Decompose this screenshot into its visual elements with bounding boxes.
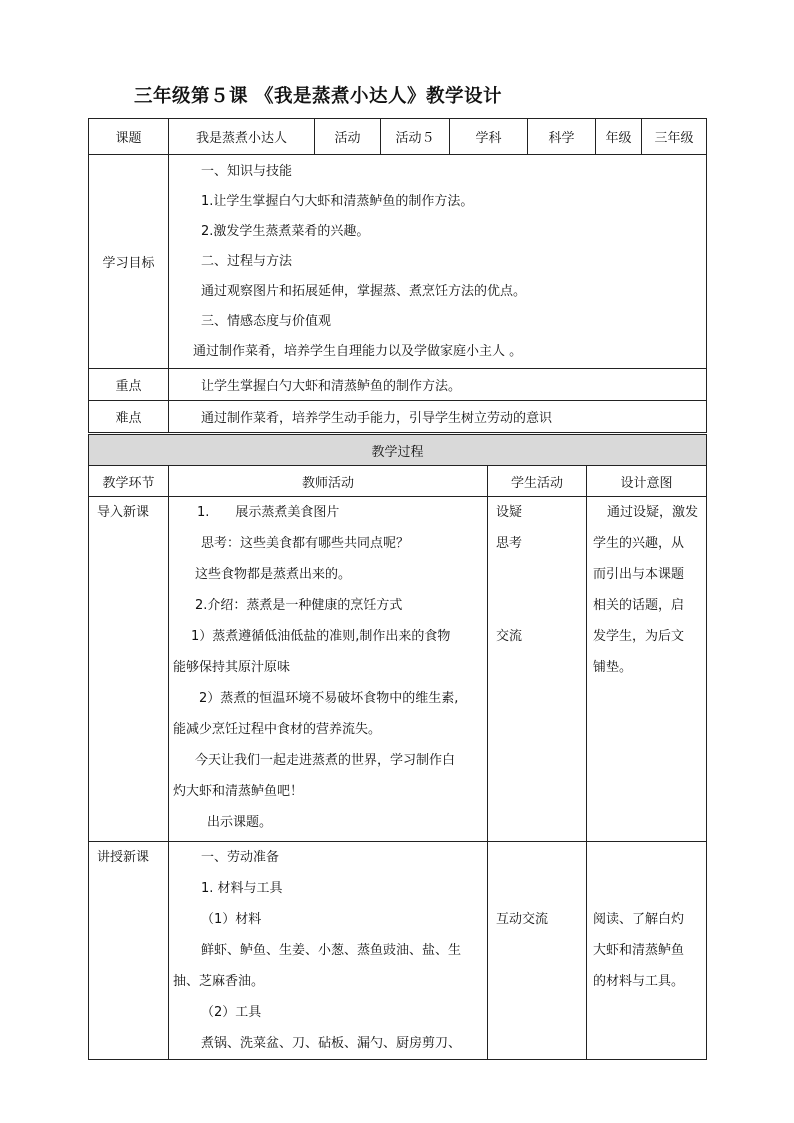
process-header: 教学过程 — [89, 435, 707, 466]
teacher-line: 2.介绍：蒸煮是一种健康的烹饪方式 — [195, 598, 403, 613]
grade-value: 三年级 — [642, 119, 707, 155]
student-line: 交流 — [496, 629, 523, 644]
difficulty-value: 通过制作菜肴，培养学生动手能力，引导学生树立劳动的意识 — [169, 401, 707, 433]
objective-line: 通过观察图片和拓展延伸，掌握蒸、煮烹饪方法的优点。 — [201, 283, 527, 299]
student-line: 设疑 — [496, 505, 523, 520]
teacher-line: 2）蒸煮的恒温环境不易破坏食物中的维生素, — [199, 691, 459, 706]
intent-line: 相关的话题，启 — [593, 598, 685, 613]
teacher-line: （1）材料 — [201, 912, 262, 927]
student-line — [496, 590, 586, 621]
teacher-line: 这些食物都是蒸煮出来的。 — [195, 567, 352, 582]
intent-line: 铺垫。 — [593, 660, 633, 675]
teacher-activity-cell — [169, 842, 488, 1060]
objective-line: 二、过程与方法 — [201, 253, 293, 269]
objectives-content — [169, 155, 707, 369]
teacher-line: 1. 材料与工具 — [201, 881, 283, 896]
student-line: 思考 — [496, 536, 523, 551]
activity-label: 活动 — [315, 119, 381, 155]
stage-cell — [89, 842, 169, 1060]
objectives-label: 学习目标 — [89, 155, 169, 369]
teacher-line: 灼大虾和清蒸鲈鱼吧！ — [173, 784, 304, 799]
student-line — [496, 873, 586, 904]
intent-line: 学生的兴趣，从 — [593, 536, 685, 551]
objective-line: 2.激发学生蒸煮菜肴的兴趣。 — [201, 223, 370, 239]
teacher-line: 抽、芝麻香油。 — [173, 974, 265, 989]
student-line: 互动交流 — [496, 912, 549, 927]
student-line — [496, 842, 586, 873]
objective-line: 一、知识与技能 — [201, 163, 293, 179]
design-intent-cell — [587, 497, 707, 842]
intent-line — [593, 842, 706, 873]
teacher-line: 1. 展示蒸煮美食图片 — [197, 505, 340, 520]
teacher-line: 鲜虾、鲈鱼、生姜、小葱、蒸鱼豉油、盐、生 — [201, 943, 462, 958]
teacher-line: 出示课题。 — [207, 815, 273, 830]
stage-label: 讲授新课 — [97, 850, 150, 865]
document-title: 三年级第５课 《我是蒸煮小达人》教学设计 — [134, 86, 502, 107]
student-line — [496, 559, 586, 590]
teacher-line: 1）蒸煮遵循低油低盐的准则,制作出来的食物 — [191, 629, 451, 644]
key-point-value: 让学生掌握白勺大虾和清蒸鲈鱼的制作方法。 — [169, 369, 707, 401]
intent-line: 发学生，为后文 — [593, 629, 685, 644]
student-activity-cell — [488, 842, 587, 1060]
intent-line: 的材料与工具。 — [593, 974, 685, 989]
objective-line: 三、情感态度与价值观 — [201, 313, 332, 329]
course-value: 我是蒸煮小达人 — [169, 119, 315, 155]
teacher-line: 能减少烹饪过程中食材的营养流失。 — [173, 722, 382, 737]
teacher-activity-cell — [169, 497, 488, 842]
lesson-info-table — [88, 118, 707, 433]
difficulty-label: 难点 — [89, 401, 169, 433]
subject-label: 学科 — [450, 119, 528, 155]
intent-line — [593, 873, 706, 904]
teacher-line: 思考：这些美食都有哪些共同点呢？ — [201, 536, 410, 551]
subject-value: 科学 — [528, 119, 596, 155]
stage-cell — [89, 497, 169, 842]
teacher-line: 能够保持其原汁原味 — [173, 660, 291, 675]
column-header: 教师活动 — [169, 466, 488, 497]
student-activity-cell — [488, 497, 587, 842]
intent-line: 阅读、了解白灼 — [593, 912, 685, 927]
teaching-process-table — [88, 434, 707, 1060]
teacher-line: 煮锅、洗菜盆、刀、砧板、漏勺、厨房剪刀、 — [201, 1036, 462, 1051]
intent-line: 通过设疑，激发 — [607, 505, 699, 520]
teacher-line: 一、劳动准备 — [201, 850, 280, 865]
grade-label: 年级 — [596, 119, 642, 155]
activity-value: 活动５ — [381, 119, 450, 155]
teacher-line: （2）工具 — [201, 1005, 262, 1020]
objective-line: 通过制作菜肴，培养学生自理能力以及学做家庭小主人 。 — [193, 343, 523, 359]
design-intent-cell — [587, 842, 707, 1060]
key-point-label: 重点 — [89, 369, 169, 401]
teacher-line: 今天让我们一起走进蒸煮的世界，学习制作白 — [195, 753, 456, 768]
intent-line: 而引出与本课题 — [593, 567, 685, 582]
column-header: 设计意图 — [587, 466, 707, 497]
course-label: 课题 — [89, 119, 169, 155]
column-header: 教学环节 — [89, 466, 169, 497]
stage-label: 导入新课 — [97, 505, 150, 520]
column-header: 学生活动 — [488, 466, 587, 497]
intent-line: 大虾和清蒸鲈鱼 — [593, 943, 685, 958]
objective-line: 1.让学生掌握白勺大虾和清蒸鲈鱼的制作方法。 — [201, 193, 474, 209]
